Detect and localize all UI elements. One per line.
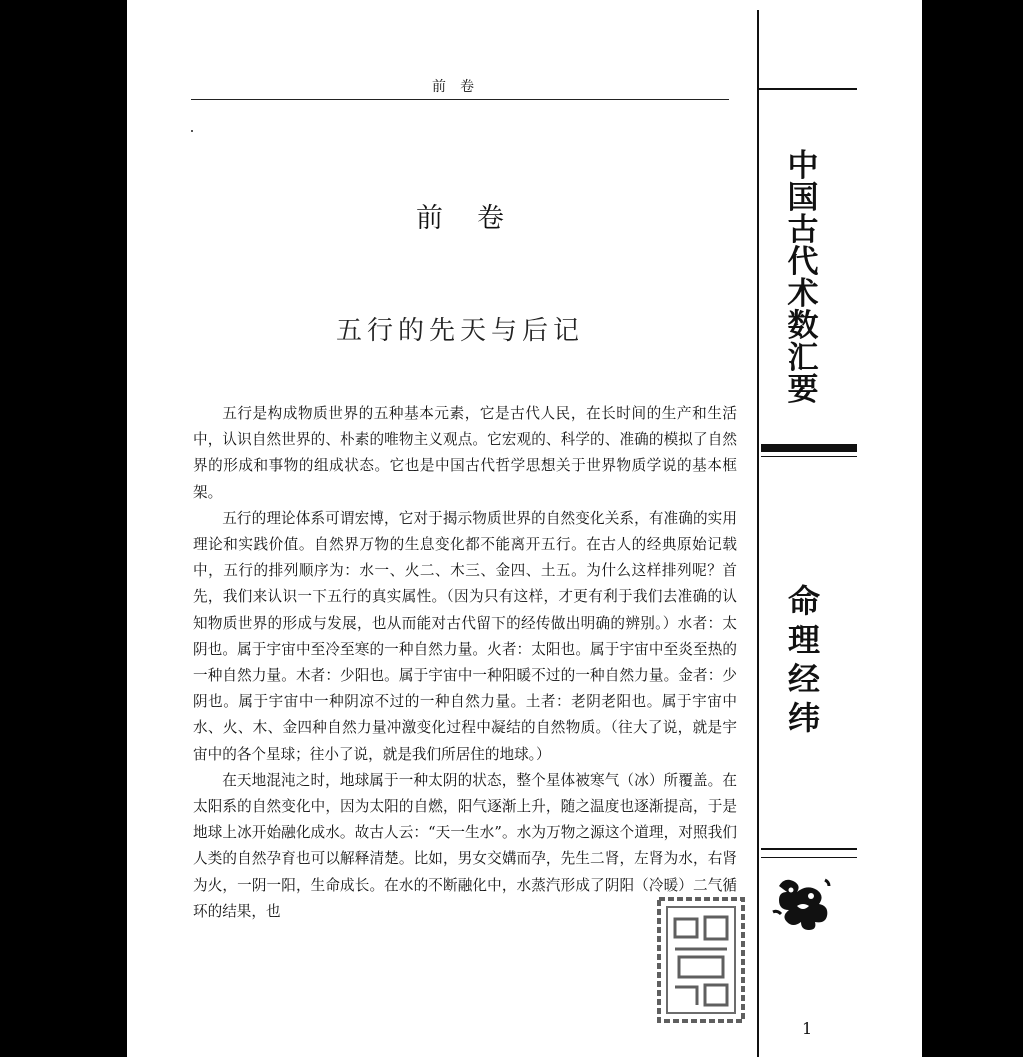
collector-seal-stamp <box>655 895 747 1025</box>
book-page <box>127 0 922 1057</box>
scan-speck <box>191 130 193 132</box>
paragraph-2: 五行的理论体系可谓宏博，它对于揭示物质世界的自然变化关系，有准确的实用理论和实践价值。自然界万物的生息变化都不能离开五行。在古人的经典原始记载中，五行的排列顺序为：水一、火二、木三、金四、土五。为什么这样排列呢？首先，我们来认识一下五行的真实属性。（因为只有这样，才更有利于我们去准确的认知物质世界的形成与发展，也从而能对古代留下的经传做出明确的辨别。）水者：太阴也。属于宇宙中至冷至寒的一种自然力量。火者：太阳也。属于宇宙中至炎至热的一种自然力量。木者：少阳也。属于宇宙中一种阳暖不过的一种自然力量。金者：少阴也。属于宇宙中一种阴凉不过的一种自然力量。土者：老阴老阳也。属于宇宙中水、火、木、金四种自然力量冲激变化过程中凝结的自然物质。（往大了说，就是宇宙中的各个星球；往小了说，就是我们所居住的地球。） <box>193 509 737 763</box>
paragraph-3: 在天地混沌之时，地球属于一种太阴的状态，整个星体被寒气（冰）所覆盖。在太阳系的自然变化中，因为太阳的自燃，阳气逐渐上升，随之温度也逐渐提高，于是地球上冰开始融化成水。故古人云：“天一生水”。水为万物之源这个道理，对照我们人类的自然孕育也可以解释清楚。比如，男女交媾而孕，先生二肾，左肾为水，右肾为火，一阴一阳，生命成长。在水的不断融化中，水蒸汽形成了阴阳（冷暖）二气循环的结果，也 <box>193 771 737 920</box>
book-title: 命理经纬 <box>787 582 820 737</box>
side-top-rule <box>757 88 857 90</box>
chapter-title: 五行的先天与后记 <box>335 316 584 346</box>
side-lower-bar <box>761 848 857 850</box>
side-lower-thin-bar <box>761 857 857 858</box>
side-thick-bar <box>761 444 857 452</box>
running-header: 前卷 <box>432 79 488 95</box>
series-title: 中国古代术数汇要 <box>787 148 819 408</box>
dragon-emblem-icon <box>767 872 837 930</box>
page-number: 1 <box>802 1019 813 1038</box>
side-thin-bar <box>761 456 857 457</box>
header-rule <box>191 99 729 100</box>
side-banner-rule <box>757 10 759 1057</box>
part-title: 前卷 <box>416 203 538 234</box>
paragraph-1: 五行是构成物质世界的五种基本元素，它是古代人民，在长时间的生产和生活中，认识自然世界的、朴素的唯物主义观点。它宏观的、科学的、准确的模拟了自然界的形成和事物的组成状态。它也是中国古代哲学思想关于世界物质学说的基本框架。 <box>193 405 737 501</box>
body-text <box>193 401 737 925</box>
